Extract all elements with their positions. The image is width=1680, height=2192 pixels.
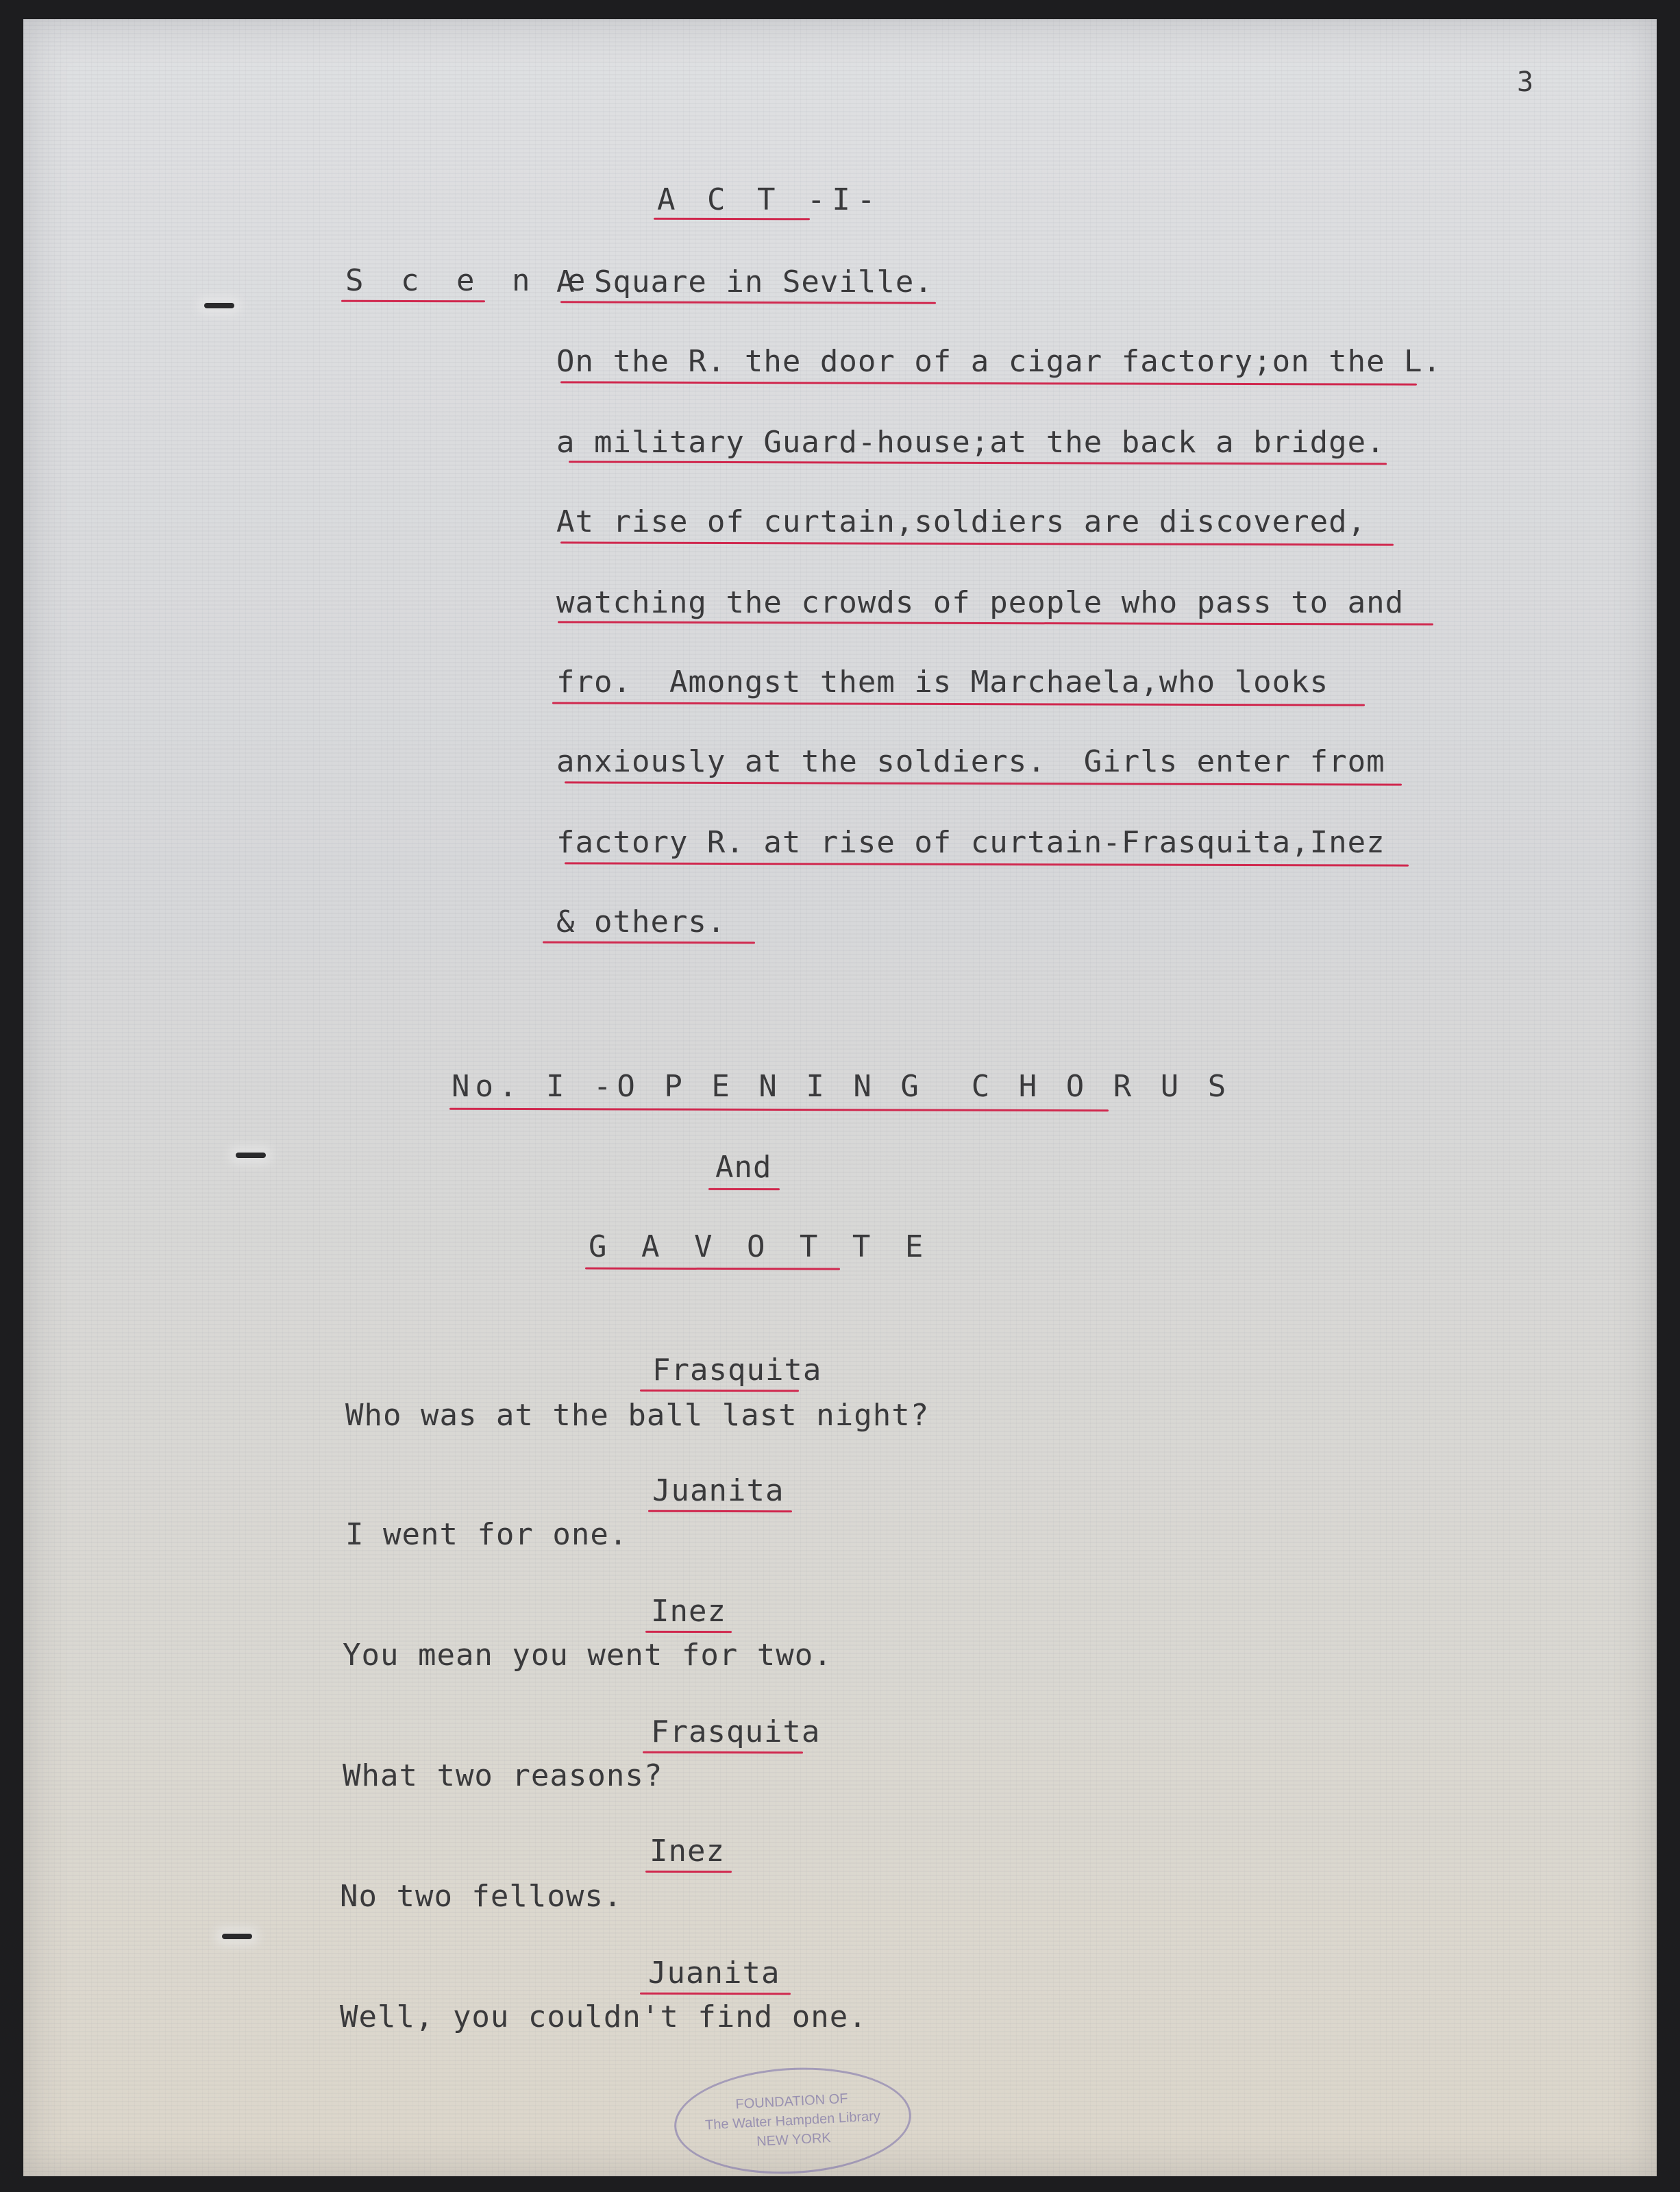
dialogue-line: You mean you went for two. <box>343 1638 832 1673</box>
scene-label-underline <box>341 300 485 303</box>
speaker-underline <box>648 1510 792 1513</box>
stage-direction-line: At rise of curtain,soldiers are discovered, <box>556 504 1367 539</box>
number-heading: No. I -O P E N I N G C H O R U S <box>452 1069 1232 1104</box>
speaker-name: Juanita <box>652 1473 785 1508</box>
stage-direction-underline <box>560 381 1417 385</box>
library-stamp-line: The Walter Hampden Library <box>704 2108 881 2133</box>
stage-direction-underline <box>543 941 755 944</box>
speaker-underline <box>645 1631 732 1633</box>
gavotte-label-underline <box>585 1268 840 1270</box>
stage-direction-line: a military Guard-house;at the back a bridge. <box>556 425 1385 460</box>
scene-title-underline <box>560 301 936 304</box>
dialogue-line: What two reasons? <box>343 1758 663 1793</box>
and-label: And <box>715 1150 772 1185</box>
stage-direction-line: & others. <box>556 904 726 939</box>
stage-direction-line: factory R. at rise of curtain-Frasquita,Inez <box>556 825 1385 860</box>
stage-direction-line: On the R. the door of a cigar factory;on the L. <box>556 344 1442 379</box>
act-heading-underline <box>654 218 810 221</box>
speaker-underline <box>640 1390 799 1392</box>
library-stamp-line: NEW YORK <box>756 2130 832 2150</box>
stage-direction-underline <box>569 460 1387 465</box>
stage-direction-underline <box>565 781 1402 785</box>
speaker-underline <box>645 1871 732 1873</box>
speaker-name: Frasquita <box>652 1353 822 1388</box>
and-label-underline <box>708 1188 780 1190</box>
stage-direction-line: fro. Amongst them is Marchaela,who looks <box>556 665 1329 700</box>
speaker-name: Juanita <box>648 1956 780 1991</box>
speaker-name: Inez <box>651 1594 726 1629</box>
stage-direction-line: anxiously at the soldiers. Girls enter from <box>556 744 1385 779</box>
library-stamp-line: FOUNDATION OF <box>735 2091 849 2113</box>
gavotte-label: G A V O T T E <box>589 1229 932 1264</box>
punch-hole-mark <box>204 303 234 308</box>
stage-direction-underline <box>560 541 1394 545</box>
dialogue-line: I went for one. <box>345 1517 628 1552</box>
act-heading: A C T -I- <box>657 182 882 217</box>
dialogue-line: Who was at the ball last night? <box>345 1398 930 1433</box>
speaker-underline <box>643 1751 803 1754</box>
punch-hole-mark <box>222 1934 252 1939</box>
stage-direction-underline <box>552 702 1365 706</box>
speaker-name: Inez <box>650 1834 725 1869</box>
stage-direction-line: watching the crowds of people who pass to and <box>556 585 1405 620</box>
speaker-name: Frasquita <box>651 1714 821 1749</box>
typescript-page <box>23 19 1657 2176</box>
number-heading-underline <box>449 1108 1109 1112</box>
scene-title: A Square in Seville. <box>556 264 933 299</box>
page-number: 3 <box>1517 66 1534 98</box>
speaker-underline <box>640 1993 791 1995</box>
scene-label: S c e n e <box>345 263 595 298</box>
stage-direction-underline <box>558 621 1433 625</box>
punch-hole-mark <box>236 1153 266 1158</box>
dialogue-line: Well, you couldn't find one. <box>340 1999 867 2034</box>
stage-direction-underline <box>565 862 1409 866</box>
dialogue-line: No two fellows. <box>340 1879 623 1914</box>
library-stamp <box>671 2062 914 2180</box>
